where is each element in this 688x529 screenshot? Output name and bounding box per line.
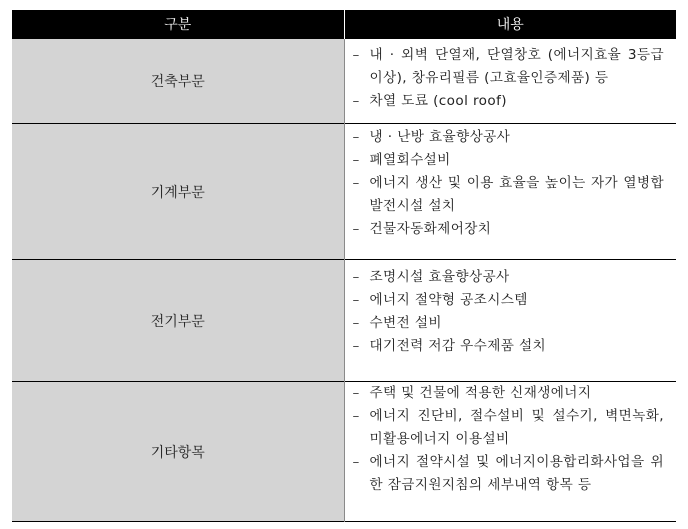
table-row [12,39,676,124]
bullet-dash: – [352,129,360,145]
list-item [353,405,665,451]
list-item [353,335,665,358]
bullet-dash: – [352,269,360,285]
bullet-dash: – [352,315,360,331]
list-item [353,90,665,113]
item-text: 에너지 진단비, 절수설비 및 설수기, 벽면녹화, 미활용에너지 이용설비 [369,408,664,447]
list-item [353,126,665,149]
item-text: 에너지 절약형 공조시스템 [369,292,528,308]
list-item [353,44,665,90]
bullet-dash: – [352,408,360,424]
item-text: 차열 도료 (cool roof) [369,93,507,109]
item-text: 냉 · 난방 효율향상공사 [369,129,511,145]
items-cell [344,382,676,522]
item-text: 건물자동화제어장치 [369,221,492,237]
bullet-dash: – [352,454,360,470]
table-header-row [12,10,676,39]
category-cell: 전기부문 [12,260,344,382]
bullet-dash: – [352,385,360,401]
list-item [353,382,665,405]
table-row [12,260,676,382]
list-item [353,312,665,335]
item-text: 폐열회수설비 [369,152,451,168]
list-item [353,149,665,172]
list-item [353,289,665,312]
bullet-dash: – [352,338,360,354]
list-item [353,218,665,241]
category-cell: 건축부문 [12,39,344,124]
category-cell: 기타항목 [12,382,344,522]
item-text: 주택 및 건물에 적용한 신재생에너지 [369,385,592,401]
table-row [12,382,676,522]
bullet-dash: – [352,175,360,191]
list-item [353,172,665,218]
item-text: 대기전력 저감 우수제품 설치 [369,338,547,354]
items-cell [344,260,676,382]
list-item [353,451,665,497]
items-cell [344,39,676,124]
table-row [12,124,676,260]
bullet-dash: – [352,152,360,168]
bullet-dash: – [352,93,360,109]
list-item [353,266,665,289]
bullet-dash: – [352,47,360,63]
item-text: 에너지 절약시설 및 에너지이용합리화사업을 위한 잠금지원지침의 세부내역 항목 등 [369,454,664,493]
items-cell [344,124,676,260]
header-content: 내용 [344,10,676,39]
bullet-dash: – [352,292,360,308]
category-cell: 기계부문 [12,124,344,260]
header-category: 구분 [12,10,344,39]
measures-table [12,10,676,522]
item-text: 내 · 외벽 단열재, 단열창호 (에너지효율 3등급 이상), 창유리필름 (고효율인증제품) 등 [369,47,664,86]
item-text: 에너지 생산 및 이용 효율을 높이는 자가 열병합 발전시설 설치 [369,175,664,214]
item-text: 조명시설 효율향상공사 [369,269,510,285]
bullet-dash: – [352,221,360,237]
item-text: 수변전 설비 [369,315,442,331]
